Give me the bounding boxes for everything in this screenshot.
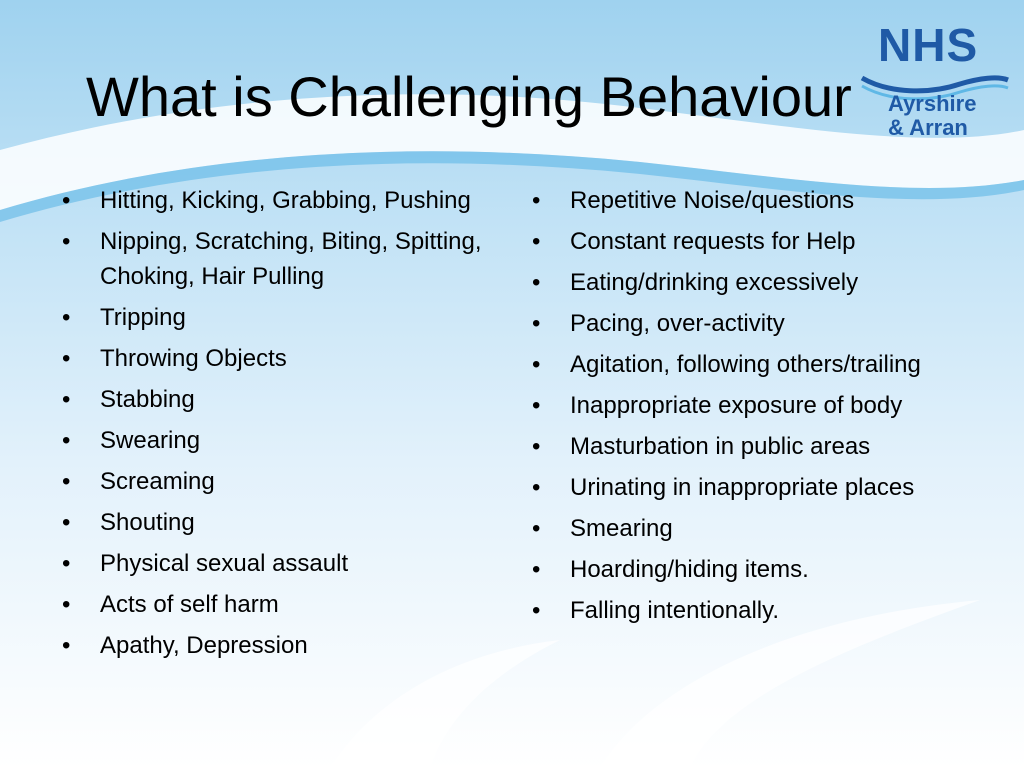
bullet-icon: •: [62, 550, 71, 577]
bullet-icon: •: [62, 187, 71, 214]
list-item-text: Inappropriate exposure of body: [570, 392, 903, 419]
list-item-text: Agitation, following others/trailing: [570, 351, 921, 378]
list-item-text: Falling intentionally.: [570, 597, 780, 624]
list-item-text: Smearing: [570, 515, 673, 542]
bullet-icon: •: [532, 433, 541, 460]
list-item: [532, 593, 1002, 628]
list-item-text: Tripping: [100, 304, 186, 331]
list-item: [532, 306, 1002, 341]
list-item: [532, 388, 1002, 423]
logo-nhs-text: NHS: [878, 19, 979, 71]
list-item: [62, 224, 502, 294]
list-item-text: Physical sexual assault: [100, 550, 349, 577]
bullet-icon: •: [62, 632, 71, 659]
bullet-icon: •: [532, 474, 541, 501]
bullet-icon: •: [532, 228, 541, 255]
list-item-text: Constant requests for Help: [570, 228, 856, 255]
bullet-icon: •: [532, 269, 541, 296]
bullet-icon: •: [532, 351, 541, 378]
bullet-icon: •: [62, 345, 71, 372]
list-item-text: Hoarding/hiding items.: [570, 556, 809, 583]
slide-title: What is Challenging Behaviour: [86, 65, 852, 128]
list-item-text: Swearing: [100, 427, 201, 454]
list-item-text: Throwing Objects: [100, 345, 287, 372]
list-item: [62, 183, 502, 218]
list-item: [532, 224, 1002, 259]
list-item-text: Hitting, Kicking, Grabbing, Pushing: [100, 187, 471, 214]
list-item-text: Repetitive Noise/questions: [570, 187, 855, 214]
list-item-text: Apathy, Depression: [100, 632, 308, 659]
bullet-icon: •: [62, 468, 71, 495]
right-bullet-list: [532, 183, 1002, 634]
logo-region-line1: Ayrshire: [888, 91, 977, 116]
left-bullet-list: [62, 183, 502, 669]
bullet-icon: •: [62, 591, 71, 618]
list-item: [62, 382, 502, 417]
list-item: [62, 505, 502, 540]
list-item: [532, 183, 1002, 218]
list-item: [62, 423, 502, 458]
list-item-text: Shouting: [100, 509, 195, 536]
nhs-logo: [860, 20, 1010, 140]
list-item: [62, 546, 502, 581]
bullet-icon: •: [532, 597, 541, 624]
logo-region-line2: & Arran: [888, 115, 968, 140]
bullet-icon: •: [62, 228, 71, 255]
list-item-text: Stabbing: [100, 386, 195, 413]
bullet-icon: •: [532, 310, 541, 337]
list-item: [62, 464, 502, 499]
bullet-icon: •: [532, 515, 541, 542]
list-item: [532, 265, 1002, 300]
list-item-text: Acts of self harm: [100, 591, 279, 618]
list-item: [62, 300, 502, 335]
list-item: [532, 429, 1002, 464]
bullet-icon: •: [62, 304, 71, 331]
list-item-text: Screaming: [100, 468, 215, 495]
list-item-text: Pacing, over-activity: [570, 310, 785, 337]
list-item: [532, 552, 1002, 587]
bullet-icon: •: [62, 386, 71, 413]
list-item: [532, 470, 1002, 505]
list-item: [532, 511, 1002, 546]
bullet-icon: •: [532, 187, 541, 214]
bullet-icon: •: [62, 509, 71, 536]
list-item: [62, 341, 502, 376]
list-item: [62, 628, 502, 663]
bullet-icon: •: [62, 427, 71, 454]
list-item: [532, 347, 1002, 382]
bullet-icon: •: [532, 556, 541, 583]
list-item: [62, 587, 502, 622]
bullet-icon: •: [532, 392, 541, 419]
list-item-text: Nipping, Scratching, Biting, Spitting, Choking, Hair Pulling: [100, 228, 482, 290]
list-item-text: Masturbation in public areas: [570, 433, 871, 460]
list-item-text: Urinating in inappropriate places: [570, 474, 915, 501]
list-item-text: Eating/drinking excessively: [570, 269, 859, 296]
